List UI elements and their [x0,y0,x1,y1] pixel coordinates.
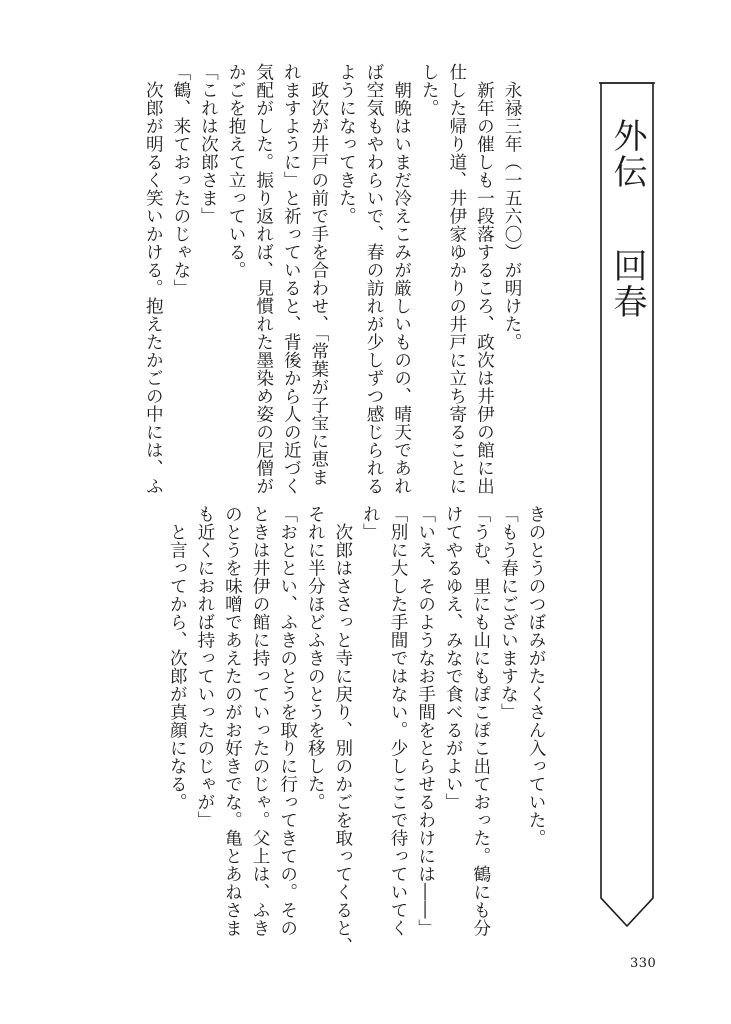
text-line: かごを抱えて立っている。 [226,63,247,279]
text-line: 「別に大した手間ではない。少しここで待っていてく [388,505,409,937]
text-line: 次郎が明るく笑いかける。抱えたかごの中には、ふ [143,80,164,495]
text-line: 「これは次郎さま」 [198,63,219,225]
upper-text-block [139,63,525,533]
text-line: 気配がした。振り返れば、見慣れた墨染め姿の尼僧が [253,63,274,495]
chapter-heading [606,118,648,320]
text-line: けてやるゆえ、みなで食べるがよい」 [443,505,464,811]
text-line: 「うむ、里にも山にもぽこぽこ出ておった。鶴にも分 [470,505,491,937]
text-line: ときは井伊の館に持っていったのじゃ。父上は、ふき [250,505,271,937]
text-line: 「いえ、そのようなお手間をとらせるわけには――」 [415,505,436,937]
text-line: ようになってきた。 [336,63,357,225]
page-number: 330 [630,956,657,971]
text-line: 朝晩はいまだ冷えこみが厳しいものの、晴天であれ [391,80,412,495]
text-line: した。 [419,63,440,117]
chapter-label: 外伝 [607,118,647,190]
lower-text-block [163,505,549,975]
text-line: と言ってから、次郎が真顔になる。 [167,522,188,811]
text-line: も近くにおれば持っていったのじゃが」 [194,505,215,829]
text-line: のとうを味噌であえたのがお好きでな。亀とあねさま [222,505,243,937]
text-line: それに半分ほどふきのとうを移した。 [305,505,326,811]
text-line: れますように」と祈っていると、背後から人の近づく [281,63,302,495]
text-line: 「おととい、ふきのとうを取りに行ってきての。その [277,505,298,937]
text-line: 「鶴、来ておったのじゃな」 [170,63,191,297]
text-line: ば空気もやわらいで、春の訪れが少しずつ感じられる [364,63,385,495]
text-line: 政次が井戸の前で手を合わせ、「常葉が子宝に恵ま [308,80,329,486]
text-line: 仕した帰り道、井伊家ゆかりの井戸に立ち寄ることに [446,63,467,495]
text-line: 永禄三年（一五六〇）が明けた。 [502,80,522,351]
text-line: 次郎はささっと寺に戻り、別のかごを取ってくると、 [332,522,353,955]
text-line: きのとうのつぼみがたくさん入っていた。 [526,505,546,847]
text-line: れ」 [360,505,381,541]
text-line: 新年の催しも一段落するころ、政次は井伊の館に出 [474,80,495,495]
chapter-title: 回春 [607,248,647,320]
text-line: 「もう春にございますな」 [498,505,519,721]
